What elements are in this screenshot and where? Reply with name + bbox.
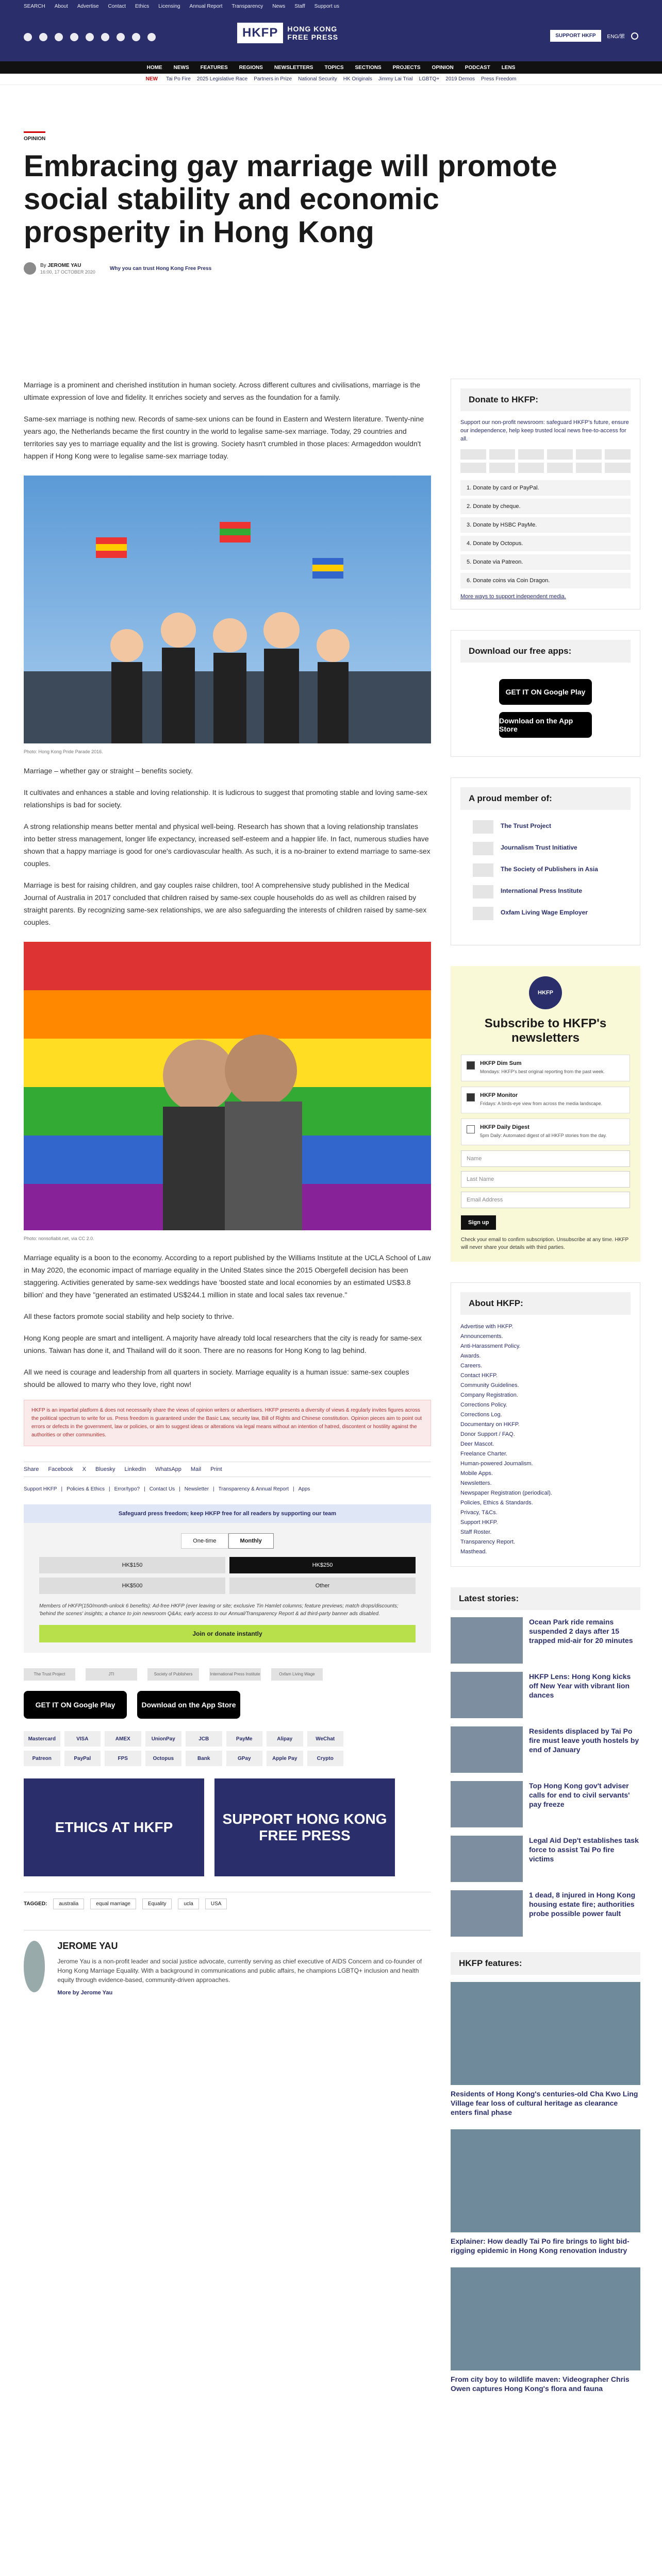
latest-item[interactable] [451,1781,640,1827]
features-sidebar [451,1952,640,2393]
about-link[interactable]: Newsletters. [460,1480,492,1486]
payment-logo: PayMe [226,1731,263,1747]
payment-logo: JCB [186,1731,222,1747]
topbar-contact[interactable]: Contact [108,3,126,9]
about-link[interactable]: Corrections Policy. [460,1402,507,1408]
donate-widget [24,1523,431,1653]
newsletter-title: Subscribe to HKFP's newsletters [484,1016,607,1045]
latest-headline[interactable]: Legal Aid Dep't establishes task force to assist Tai Po fire victims [529,1836,639,1863]
feature-headline[interactable]: Residents of Hong Kong's centuries-old Cha Kwo Ling Village fear loss of cultural heritage as clearance enters final phase [451,2090,638,2116]
footer-link[interactable]: Support HKFP [24,1486,57,1492]
topbar-about[interactable]: About [54,3,68,9]
paragraph: It cultivates and enhances a stable and loving relationship. It is ludicrous to suggest that promoting stable and loving same-sex relationships is bad for society. [24,788,427,809]
about-link[interactable]: Mobile Apps. [460,1470,493,1477]
payment-logo: PayPal [64,1751,101,1766]
footer-link[interactable]: Apps [298,1486,310,1492]
card-logo [605,463,631,473]
newsletter-desc: Fridays: A birds-eye view from across the media landscape. [480,1101,603,1106]
card-logos [460,449,631,473]
linkedin-icon[interactable] [86,33,94,41]
feature-thumbnail[interactable] [451,2267,640,2370]
topbar-support[interactable]: Support us [314,3,339,9]
about-link[interactable]: Support HKFP. [460,1519,498,1526]
nav-sections[interactable]: SECTIONS [355,64,382,71]
share-facebook[interactable]: Facebook [48,1466,73,1472]
about-link[interactable]: Staff Roster. [460,1529,492,1535]
newsletter-option[interactable] [461,1087,630,1113]
sidebar-app-badges [460,670,631,747]
share-bar [24,1462,431,1477]
partner-logo[interactable]: The Trust Project [24,1668,75,1681]
share-bluesky[interactable]: Bluesky [95,1466,115,1472]
nav-opinion[interactable]: OPINION [432,64,454,71]
author-photo [24,1941,45,1992]
latest-stories [451,1587,640,1937]
newsletter-name: HKFP Monitor [480,1092,518,1098]
logo-mark: HKFP [237,23,283,43]
card-logo [460,449,486,460]
feature-headline[interactable]: From city boy to wildlife maven: Videographer Chris Owen captures Hong Kong's flora and fauna [451,2375,630,2393]
partner-logo[interactable]: Society of Publishers [147,1668,199,1681]
about-link[interactable]: Awards. [460,1353,481,1359]
nav-lens[interactable]: LENS [501,64,516,71]
donate-sidebar [451,379,640,609]
paragraph: Hong Kong people are smart and intelligent. A majority have already told local researchers that the city is ready for same-sex unions. Taiwan has done it, and Thailand will do it soon. There are no reasons for Hong Kong to lag behind. [24,1334,422,1354]
app-store-badge[interactable]: Download on the App Store [137,1691,240,1719]
support-promo[interactable]: SUPPORT HONG KONG FREE PRESS [214,1778,395,1876]
paragraph: Marriage equality is a boon to the economy. According to a report published by the Williams Institute at the UCLA School of Law in May 2020, the economic impact of marriage equality in the United States since the 2015 Obergefell decision has been staggering. Activities generated by same-sex weddings have 'boosted state and local economies by an estimated US$3.8 billion' and they have "generated an estimated US$244.1 million in state and local sales tax revenue." [24,1253,431,1299]
tags-label: TAGGED: [24,1901,47,1907]
opinion-disclaimer: HKFP is an impartial platform & does not necessarily share the views of opinion writers or advertisers. HKFP presents a diversity of views & regularly invites figures across the political spectrum to write for us. Press freedom is guaranteed under the Basic Law, security law, Bill of Rights and Chinese constitution. Opinion pieces aim to point out errors or defects in the government, law or policies, or aim to suggest ideas or alterations via legal means without an intention of hatred, discontent or hostility against the authorities or other communities. [24,1400,431,1446]
last-name-field[interactable]: Last Name [461,1171,630,1188]
app-store-badge[interactable]: Download on the App Store [499,712,592,738]
member-logo[interactable]: Journalism Trust Initiative [473,844,618,851]
latest-headline[interactable]: HKFP Lens: Hong Kong kicks off New Year with vibrant lion dances [529,1672,631,1699]
author-info [57,1941,431,1996]
topbar-search[interactable]: SEARCH [24,3,45,9]
bluesky-icon[interactable] [117,33,125,41]
partner-logo[interactable]: Oxfam Living Wage [271,1668,323,1681]
partner-logo[interactable]: JTI [86,1668,137,1681]
newsletter-note: Check your email to confirm subscription. Unsubscribe at any time. HKFP will never share your details with third parties. [461,1237,628,1250]
latest-thumbnail[interactable] [451,1617,523,1664]
paragraph: Marriage is best for raising children, and gay couples raise children, too! A comprehensive study published in the Medical Journal of Australia in 2017 concluded that children raised by same-sex couple households do as well as children raised by straight parents. By recognizing same-sex relationships, we are also safeguarding the interests of children raised by same-sex couples. [24,881,427,926]
about-link[interactable]: Newspaper Registration (periodical). [460,1490,552,1496]
donate-text[interactable]: Support our non-profit newsroom: safeguard HKFP's future, ensure our independence, help keep trusted local news free-to-access for all. [460,419,629,442]
photo-caption: Photo: Hong Kong Pride Parade 2016. [24,749,103,754]
latest-item[interactable] [451,1836,640,1882]
paragraph: All we need is courage and leadership from all quarters in society. Marriage equality is a human issue: same-sex couples should be allowed to marry who they love, right now! [24,1368,409,1388]
feature-item[interactable] [451,1982,640,2117]
latest-thumbnail[interactable] [451,1781,523,1827]
latest-headline[interactable]: Ocean Park ride remains suspended 2 days after 15 trapped mid-air for 20 minutes [529,1618,633,1645]
latest-thumbnail[interactable] [451,1836,523,1882]
latest-item[interactable] [451,1726,640,1773]
share-whatsapp[interactable]: WhatsApp [155,1466,181,1472]
tag[interactable]: USA [205,1899,227,1909]
donate-option[interactable]: 3. Donate by HSBC PayMe. [460,517,631,533]
latest-thumbnail[interactable] [451,1890,523,1937]
first-name-field[interactable]: Name [461,1150,630,1167]
trust-link[interactable]: Why you can trust Hong Kong Free Press [109,265,212,272]
about-link[interactable]: Donor Support / FAQ. [460,1431,515,1437]
topbar-staff[interactable]: Staff [294,3,305,9]
card-logo [547,463,573,473]
payment-logo: AMEX [105,1731,141,1747]
share-x[interactable]: X [82,1466,87,1472]
trending-bar [0,74,662,85]
site-header [0,12,662,61]
latest-item[interactable] [451,1890,640,1937]
trending-item[interactable]: Partners in Prize [254,76,292,82]
donate-option[interactable]: 1. Donate by card or PayPal. [460,480,631,496]
member-logo[interactable]: Oxfam Living Wage Employer [473,909,618,916]
feature-item[interactable] [451,2129,640,2255]
card-logo [489,463,515,473]
article-tags [24,1892,431,1909]
nav-home[interactable]: HOME [146,64,162,71]
trending-item[interactable]: Press Freedom [481,76,517,82]
about-link[interactable]: Community Guidelines. [460,1382,519,1388]
latest-headline[interactable]: 1 dead, 8 injured in Hong Kong housing estate fire; authorities probe possible power fault [529,1891,636,1918]
donate-option[interactable]: 4. Donate by Octopus. [460,536,631,551]
amount-option[interactable]: HK$150 [39,1557,225,1573]
sidebar-heading: Latest stories: [451,1587,640,1610]
sidebar-heading: A proud member of: [460,787,631,810]
trending-item[interactable]: 2019 Demos [445,76,475,82]
footer-link[interactable]: Newsletter [184,1486,209,1492]
facebook-icon[interactable] [24,33,32,41]
card-logo [576,463,602,473]
paragraph: A strong relationship means better mental and physical well-being. Research has shown that a loving relationship translates into better stress management, longer life expectancy, increased self-esteem and a happier life. In fact, numerous studies have shown that a happy marriage is good for one's cardiovascular health. As such, it is a no-brainer to extend marriage to same-sex couples. [24,822,431,868]
app-badges [24,1691,431,1719]
latest-headline[interactable]: Residents displaced by Tai Po fire must leave youth hostels by end of January [529,1727,639,1754]
share-mail[interactable]: Mail [190,1466,202,1472]
amount-option[interactable]: HK$500 [39,1578,225,1594]
safeguard-banner[interactable]: Safeguard press freedom; keep HKFP free for all readers by supporting our team [24,1504,431,1523]
paragraph: Marriage – whether gay or straight – benefits society. [24,767,193,775]
about-link[interactable]: Freelance Charter. [460,1451,508,1457]
site-logo[interactable] [237,23,338,43]
main-nav [0,61,662,74]
topbar-news[interactable]: News [272,3,286,9]
share-label: Share [24,1466,39,1472]
author-bio: Jerome Yau is a non-profit leader and social justice advocate, currently serving as chief executive of AIDS Concern and co-founder of Hong Kong Marriage Equality. With a background in communications and public affairs, he champions LGBTQ+ inclusion and health equity through evidence-based, community-driven approaches. [57,1958,422,1984]
member-logo[interactable]: International Press Institute [473,887,618,894]
donate-option[interactable]: 5. Donate via Patreon. [460,554,631,570]
feature-item[interactable] [451,2267,640,2393]
sidebar [451,379,640,2405]
trending-item[interactable]: Jimmy Lai Trial [378,76,413,82]
footer-link[interactable]: Contact Us [149,1486,175,1492]
paragraph: All these factors promote social stability and help society to thrive. [24,1312,234,1320]
nav-topics[interactable]: TOPICS [324,64,344,71]
about-link[interactable]: Masthead. [460,1549,487,1555]
topbar-annual-report[interactable]: Annual Report [189,3,223,9]
sidebar-heading: Donate to HKFP: [460,388,631,411]
card-logo [547,449,573,460]
latest-headline[interactable]: Top Hong Kong gov't adviser calls for end to civil servants' pay freeze [529,1782,630,1808]
paragraph: Marriage is a prominent and cherished institution in human society. Across different cultures and civilisations, marriage is the ultimate expression of love and fidelity. It enriches society and serves as the foundation for a family. [24,381,421,401]
search-icon[interactable] [631,32,638,40]
card-logo [489,449,515,460]
photo-caption: Photo: nonsofiabit.net, via CC 2.0. [24,1236,94,1241]
sidebar-heading: About HKFP: [460,1292,631,1315]
more-ways-link[interactable]: More ways to support independent media. [460,594,566,600]
article-category[interactable]: OPINION [24,131,45,142]
promo-banners [24,1778,431,1876]
member-perks: Members of HKFP(150/month-unlock 6 benefits): Ad-free HKFP (ever leaving or site; exclusive Tin Hamlet columns; feature previews; match drops/discounts; 'behind the scenes' insights; a chance to join newsroom Q&As; early access to our Annual/Transparency Report & ad third-party banner ads disabled. [39,1603,399,1617]
payment-logo: WeChat [307,1731,344,1747]
payment-methods [24,1731,343,1766]
apps-sidebar [451,630,640,757]
nav-news[interactable]: NEWS [173,64,189,71]
author-box-name[interactable]: JEROME YAU [57,1941,118,1951]
newsletter-option[interactable] [461,1055,630,1081]
footer-link[interactable]: Transparency & Annual Report [218,1486,289,1492]
article-title: Embracing gay marriage will promote social stability and economic prosperity in Hong Kong [24,149,557,249]
tag[interactable]: australia [53,1899,84,1909]
donate-option[interactable]: 2. Donate by cheque. [460,499,631,514]
freq-monthly[interactable]: Monthly [228,1533,274,1549]
social-links [24,33,156,41]
share-linkedin[interactable]: LinkedIn [124,1466,146,1472]
sign-up-button[interactable]: Sign up [461,1215,496,1230]
footer-link[interactable]: Policies & Ethics [67,1486,105,1492]
about-link[interactable]: Company Registration. [460,1392,518,1398]
payment-logo: Apple Pay [267,1751,303,1766]
latest-thumbnail[interactable] [451,1672,523,1718]
about-link[interactable]: Transparency Report. [460,1539,515,1545]
latest-item[interactable] [451,1617,640,1664]
logo-line-1: HONG KONG [287,25,338,33]
topbar-transparency[interactable]: Transparency [231,3,263,9]
card-logo [605,449,631,460]
newsletter-name: HKFP Daily Digest [480,1124,529,1130]
nav-podcast[interactable]: PODCAST [465,64,490,71]
logo-wordmark [287,25,338,41]
more-by-author-link[interactable]: More by Jerome Yau [57,1990,113,1996]
topbar-advertise[interactable]: Advertise [77,3,99,9]
payment-logo: VISA [64,1731,101,1747]
tag[interactable]: equal marriage [90,1899,136,1909]
language-switch[interactable]: ENG/繁 [607,34,625,40]
footer-link[interactable]: Error/typo? [114,1486,140,1492]
about-link[interactable]: Advertise with HKFP. [460,1324,514,1330]
byline [24,262,662,275]
amount-options [39,1557,416,1594]
trending-item[interactable]: HK Originals [343,76,372,82]
footer-links: Support HKFP | Policies & Ethics | Error/typo? | Contact Us | Newsletter | Transparency & Annual Report | Apps [24,1486,310,1492]
newsletter-desc: 5pm Daily: Automated digest of all HKFP stories from the day. [480,1133,607,1138]
share-print[interactable]: Print [210,1466,222,1472]
freq-one-time[interactable]: One-time [181,1533,228,1549]
pride-parade-photo [24,476,431,743]
google-play-badge[interactable]: GET IT ON Google Play [499,679,592,705]
about-link[interactable]: Documentary on HKFP. [460,1421,520,1428]
ethics-promo[interactable]: ETHICS AT HKFP [24,1778,204,1876]
frequency-toggle [39,1533,416,1549]
trending-item[interactable]: National Security [298,76,337,82]
newsletter-desc: Mondays: HKFP's best original reporting from the past week. [480,1069,605,1074]
email-field[interactable]: Email Address [461,1192,630,1208]
paragraph: Same-sex marriage is nothing new. Records of same-sex unions can be found in Eastern and Western literature. Twenty-nine years ago, the Netherlands became the first country in the world to legalise same-sex marriage. Today, 29 countries and territories say yes to marriage equality and the list is growing. Society hasn't crumbled in those places: Armageddon wouldn't happen if Hong Kong were to legalise same-sex marriage today. [24,415,424,460]
partner-logos [24,1668,431,1681]
topbar-licensing[interactable]: Licensing [158,3,180,9]
support-hkfp-button[interactable]: SUPPORT HKFP [550,30,601,42]
feature-thumbnail[interactable] [451,2129,640,2232]
newsletter-option[interactable] [461,1118,630,1145]
byline-text [40,263,95,275]
nav-regions[interactable]: REGIONS [239,64,263,71]
join-donate-button[interactable]: Join or donate instantly [39,1625,416,1642]
byline-author[interactable]: By JEROME YAU [40,262,81,268]
feature-thumbnail[interactable] [451,1982,640,2085]
article-date: 16:00, 17 OCTOBER 2020 [40,269,95,275]
member-logos [460,817,631,936]
topbar-ethics[interactable]: Ethics [135,3,150,9]
about-link[interactable]: Policies, Ethics & Standards. [460,1500,533,1506]
card-logo [460,463,486,473]
about-link[interactable]: Privacy, T&Cs. [460,1510,498,1516]
about-link[interactable]: Anti-Harassment Policy. [460,1343,521,1349]
nav-features[interactable]: FEATURES [200,64,228,71]
x-icon[interactable] [39,33,47,41]
author-avatar [24,262,36,275]
author-box [24,1930,431,1996]
article-body [24,379,431,1996]
payment-logo: Bank [186,1751,222,1766]
instagram-icon[interactable] [55,33,63,41]
kiss-photo [24,942,431,1230]
about-link[interactable]: Announcements. [460,1333,503,1340]
trending-item[interactable]: 2025 Legislative Race [196,76,248,82]
logo-line-2: FREE PRESS [287,33,339,41]
payment-logo: Mastercard [24,1731,60,1747]
newsletter-logo: HKFP [529,976,562,1009]
payment-logo: GPay [226,1751,263,1766]
about-sidebar [451,1282,640,1567]
about-link[interactable]: Careers. [460,1363,483,1369]
member-logo[interactable]: The Trust Project [473,822,618,829]
members-sidebar [451,777,640,945]
member-logo[interactable]: The Society of Publishers in Asia [473,866,618,873]
telegram-icon[interactable] [132,33,140,41]
newsletter-name: HKFP Dim Sum [480,1060,522,1066]
about-links [460,1322,631,1557]
trending-label: NEW [145,76,158,82]
tag[interactable]: ucla [178,1899,198,1909]
about-link[interactable]: Deer Mascot. [460,1441,494,1447]
payment-logo: Octopus [145,1751,182,1766]
partner-logo[interactable]: International Press Institute [209,1668,261,1681]
top-utility-bar [0,0,662,12]
amount-option[interactable]: HK$250 [229,1557,416,1573]
sidebar-heading: HKFP features: [451,1952,640,1975]
feature-headline[interactable]: Explainer: How deadly Tai Po fire brings to light bid-rigging epidemic in Hong Kong renovation industry [451,2237,630,2255]
about-link[interactable]: Corrections Log. [460,1412,502,1418]
latest-item[interactable] [451,1672,640,1718]
payment-logo: Alipay [267,1731,303,1747]
about-link[interactable]: Human-powered Journalism. [460,1461,533,1467]
payment-logo: Patreon [24,1751,60,1766]
latest-thumbnail[interactable] [451,1726,523,1773]
youtube-icon[interactable] [70,33,78,41]
amount-option[interactable]: Other [229,1578,416,1594]
donate-option[interactable]: 6. Donate coins via Coin Dragon. [460,573,631,588]
payment-logo: Crypto [307,1751,344,1766]
tag[interactable]: Equality [142,1899,172,1909]
sidebar-heading: Download our free apps: [460,640,631,663]
rss-icon[interactable] [147,33,156,41]
author-name[interactable]: JEROME YAU [47,262,81,268]
google-play-badge[interactable]: GET IT ON Google Play [24,1691,127,1719]
card-logo [518,449,544,460]
payment-logo: UnionPay [145,1731,182,1747]
about-link[interactable]: Contact HKFP. [460,1372,498,1379]
nav-projects[interactable]: PROJECTS [392,64,421,71]
nav-newsletters[interactable]: NEWSLETTERS [274,64,313,71]
trending-item[interactable]: LGBTQ+ [419,76,440,82]
card-logo [576,449,602,460]
page-body [0,85,662,2393]
header-actions [550,30,638,42]
payment-logo: FPS [105,1751,141,1766]
trending-item[interactable]: Tai Po Fire [166,76,191,82]
threads-icon[interactable] [101,33,109,41]
newsletter-signup [451,966,640,1262]
card-logo [518,463,544,473]
